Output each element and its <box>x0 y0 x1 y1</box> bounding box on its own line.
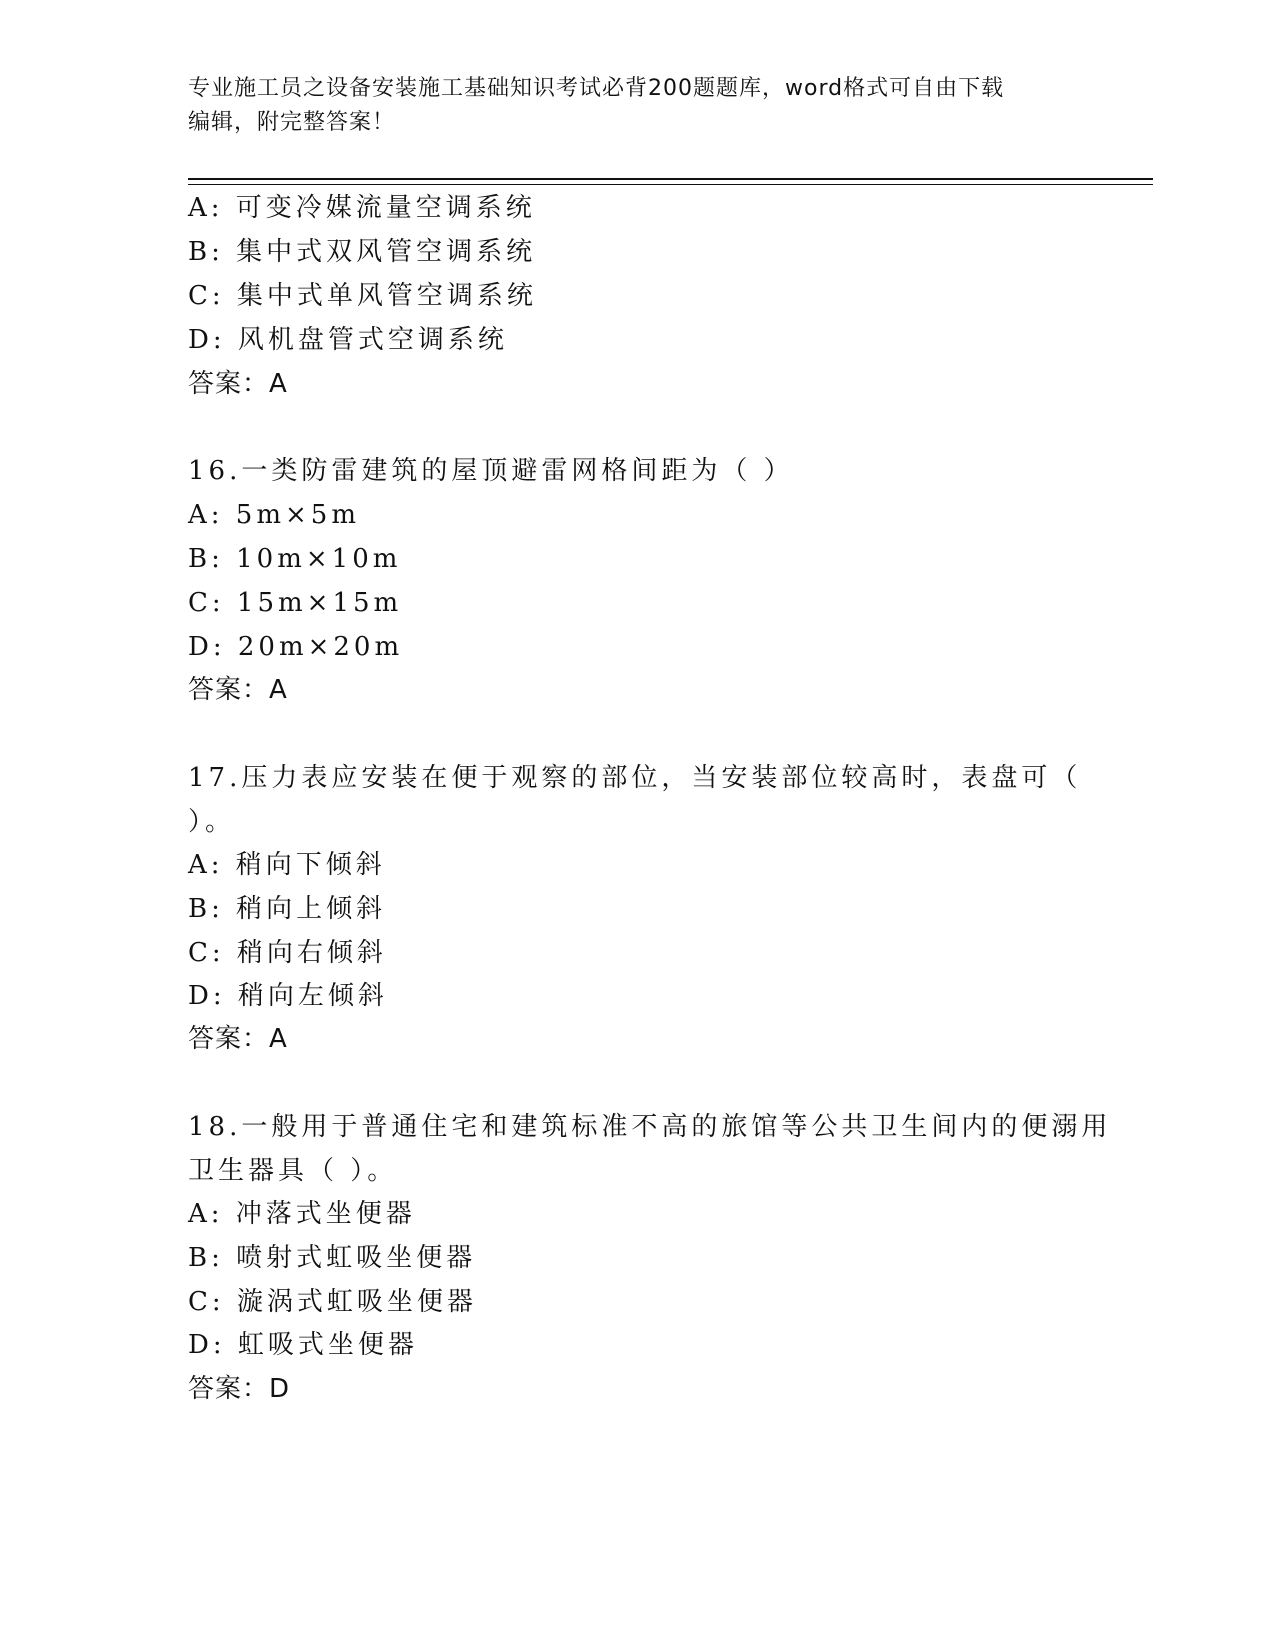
q18-option-a: A: 冲落式坐便器 <box>188 1199 416 1229</box>
q18-question-line-2: 卫生器具（ ）。 <box>188 1156 398 1186</box>
q18-answer: 答案：D <box>188 1374 291 1404</box>
q18-option-d: D: 虹吸式坐便器 <box>188 1330 418 1360</box>
q17-option-a: A: 稍向下倾斜 <box>188 850 386 880</box>
q15-answer: 答案：A <box>188 369 288 399</box>
q16-option-d: D: 20m×20m <box>188 632 404 662</box>
q15-option-c: C: 集中式单风管空调系统 <box>188 281 537 311</box>
q15-option-a: A: 可变冷媒流量空调系统 <box>188 193 536 223</box>
q15-option-d: D: 风机盘管式空调系统 <box>188 325 508 355</box>
header-rule-thick <box>188 178 1153 180</box>
q18-question-line-1: 18.一般用于普通住宅和建筑标准不高的旅馆等公共卫生间内的便溺用 <box>188 1112 1112 1142</box>
q17-answer: 答案：A <box>188 1024 288 1054</box>
header-rule-thin <box>188 184 1153 185</box>
q17-option-b: B: 稍向上倾斜 <box>188 894 387 924</box>
q18-option-c: C: 漩涡式虹吸坐便器 <box>188 1287 477 1317</box>
q16-question: 16.一类防雷建筑的屋顶避雷网格间距为（ ） <box>188 456 794 486</box>
q16-answer: 答案：A <box>188 675 288 705</box>
header-line-1: 专业施工员之设备安装施工基础知识考试必背200题题库，word格式可自由下载 <box>188 76 1005 101</box>
q18-option-b: B: 喷射式虹吸坐便器 <box>188 1243 477 1273</box>
q17-question-line-1: 17.压力表应安装在便于观察的部位，当安装部位较高时，表盘可（ <box>188 763 1082 793</box>
q17-option-c: C: 稍向右倾斜 <box>188 938 387 968</box>
q17-option-d: D: 稍向左倾斜 <box>188 981 388 1011</box>
q15-option-b: B: 集中式双风管空调系统 <box>188 237 537 267</box>
q16-option-c: C: 15m×15m <box>188 588 403 618</box>
page-header <box>188 72 1088 140</box>
header-line-2: 编辑，附完整答案！ <box>188 110 396 135</box>
q16-option-a: A: 5m×5m <box>188 500 360 530</box>
q17-question-line-2: ）。 <box>188 807 236 837</box>
q16-option-b: B: 10m×10m <box>188 544 402 574</box>
